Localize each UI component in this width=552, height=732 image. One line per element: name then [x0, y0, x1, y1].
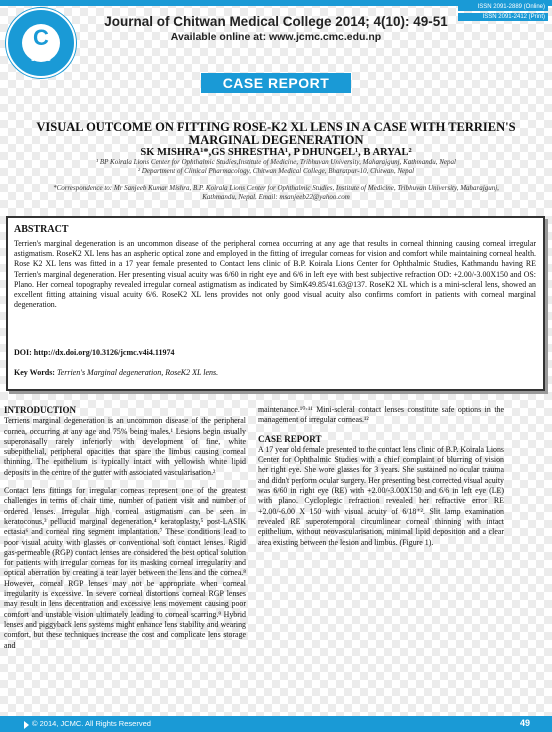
footer-arrow-icon: [24, 721, 29, 729]
affiliation-2: ² Department of Clinical Pharmacology, Chitwan Medical College, Bharatpur-10, Chitwan, Nepal: [137, 166, 415, 175]
issn-print: ISSN 2091-2412 (Print): [458, 13, 548, 21]
affiliations: [30, 158, 522, 175]
abstract-heading: ABSTRACT: [14, 224, 69, 235]
footer-copyright: © 2014, JCMC. All Rights Reserved: [32, 719, 151, 728]
right-column: [258, 405, 504, 556]
keywords-text: Terrien's Marginal degeneration, RoseK2 XL lens.: [56, 368, 219, 377]
left-column: [4, 405, 246, 659]
issn-online: ISSN 2091-2889 (Online): [458, 3, 548, 11]
journal-url[interactable]: Available online at: www.jcmc.cmc.edu.np: [170, 31, 382, 43]
intro-paragraph-2: Contact lens fittings for irregular corneas represent one of the greatest challenges in terms of chair time, number of patient visit and number of ordered lenses. Irregular high corneal astigmatism can be seen in keratoconus,³ pellucid marginal degeneration,⁴ keratoplasty,⁵ post-LASIK ectasia⁶ and corneal ring segment implantation.⁷ These conditions lead to poor visual acuity with glasses or conventional soft contact lenses. Rigid gas-permeable (RGP) contact lenses are considered the best optical solution for patients with irregular corneas for its masking corneal irregularity and optical aberration by creating a tear layer between the lens and the cornea.⁸ However, corneal RGP lenses may not be appropriate when corneal irregularity is excessive. In severe corneal distortions corneal RGP lenses may result in lens decentration and excessive lens movement causing poor comfort and unstable vision ultimately leading to corneal scarring.⁹ Hybrid lenses and piggyback lens systems might enhance lens stability and wearing comfort, but these techniques increase the cost and complicate lens storage and: [4, 486, 246, 650]
doi-link[interactable]: DOI: http://dx.doi.org/10.3126/jcmc.v4i4.11974: [14, 348, 175, 357]
logo-letter: C: [33, 25, 49, 50]
article-authors: SK MISHRA¹*,GS SHRESTHA¹, P DHUNGEL¹, B ARYAL²: [140, 147, 412, 158]
logo-label: JCMC: [31, 56, 51, 63]
abstract-box: [6, 216, 545, 391]
article-title: VISUAL OUTCOME ON FITTING ROSE-K2 XL LENS IN A CASE WITH TERRIEN'S MARGINAL DEGENERATION: [36, 120, 516, 147]
keywords-label: Key Words:: [14, 368, 55, 377]
intro-continuation: maintenance.¹⁰·¹¹ Mini-scleral contact lenses constitute safe options in the management of irregular corneas.¹²: [258, 405, 504, 425]
case-report-badge: CASE REPORT: [201, 73, 351, 93]
correspondence: *Correspondence to: Mr Sanjeeb Kumar Mishra, B.P. Koirala Lions Center for Ophthalmic Studies, Institute of Medicine, Tribhuvan University, Maharajgunj, Kathmandu, Nepal. Email: msanjeeb22@yahoo.com: [53, 184, 499, 201]
case-paragraph-1: A 17 year old female presented to the contact lens clinic of B.P. Koirala Lions Center for Ophthalmic Studies with a chief complaint of blurring of vision her right eye. She wore glasses for 3 years. She sustained no ocular trauma and didn't perform ocular surgery. Her presenting best corrected visual acuity was 6/60 in right eye (RE) with +2.00/-3.00X150 and 6/6 in left eye (LE) with plano. Cycloplegic refraction revealed her refractive error RE +2.00/-6.00 X 150 with visual acuity of 6/18⁺². Slit lamp examination revealed RE superotemporal circumlinear corneal thinning with intact epithelium, without neovascularisation, minimal lipid deposition and a clear area existing between the lesion and limbus. (Figure 1).: [258, 444, 504, 547]
keywords: [14, 368, 218, 377]
affiliation-1: ¹ BP Koirala Lions Center for Ophthalmic Studies,Institute of Medicine, Tribhuvan University, Maharajgunj, Kathmandu, Nepal: [96, 158, 456, 166]
case-report-heading: CASE REPORT: [258, 433, 322, 444]
introduction-heading: INTRODUCTION: [4, 405, 77, 415]
intro-paragraph-1: Terriens marginal degeneration is an uncommon disease of the peripheral cornea, occurring at any age and 75% being males.¹ Lesions begin usually superonasally rarely inferiorly with development of fine, white subepithelial, peripheral opacities that spare the limbus causing corneal thinning. The epithelium is typically intact with yellowish white lipid deposits in the centre of the gutter with associated vascularisation.²: [4, 416, 246, 477]
journal-title: Journal of Chitwan Medical College 2014; 4(10): 49-51: [104, 14, 448, 29]
page-number: 49: [519, 718, 530, 728]
abstract-text: Terrien's marginal degeneration is an uncommon disease of the peripheral cornea occurring at any age that results in corneal thinning causing corneal irregular astigmatism. RoseK2 XL lens has an aspheric optical zone and employed in the fitting of irregular corneas for vision and comfort while maintaining corneal health. Rose K2 XL lens was fitted in a 17 year female presented to Contact lens clinic of B.P. Koirala Lions Center for Ophthalmic Studies, Kathmandu having RE Terrien's marginal degeneration. Her presenting visual acuity was 6/60 in right eye and 6/6 in left eye with best subjective refraction OD: +2.00/-3.00X150 and OS: Plano. Her corneal topography revealed irregular corneal astigmatism as indicated by SimK49.85/41.63@137. RoseK2 XL which is a mini-scleral lens, showed an excellent fitting attaining visual acuity 6/6. RoseK2 XL lens provides not only good visual acuity also confirms comfort in patients with corneal marginal degeneration.: [14, 239, 536, 310]
